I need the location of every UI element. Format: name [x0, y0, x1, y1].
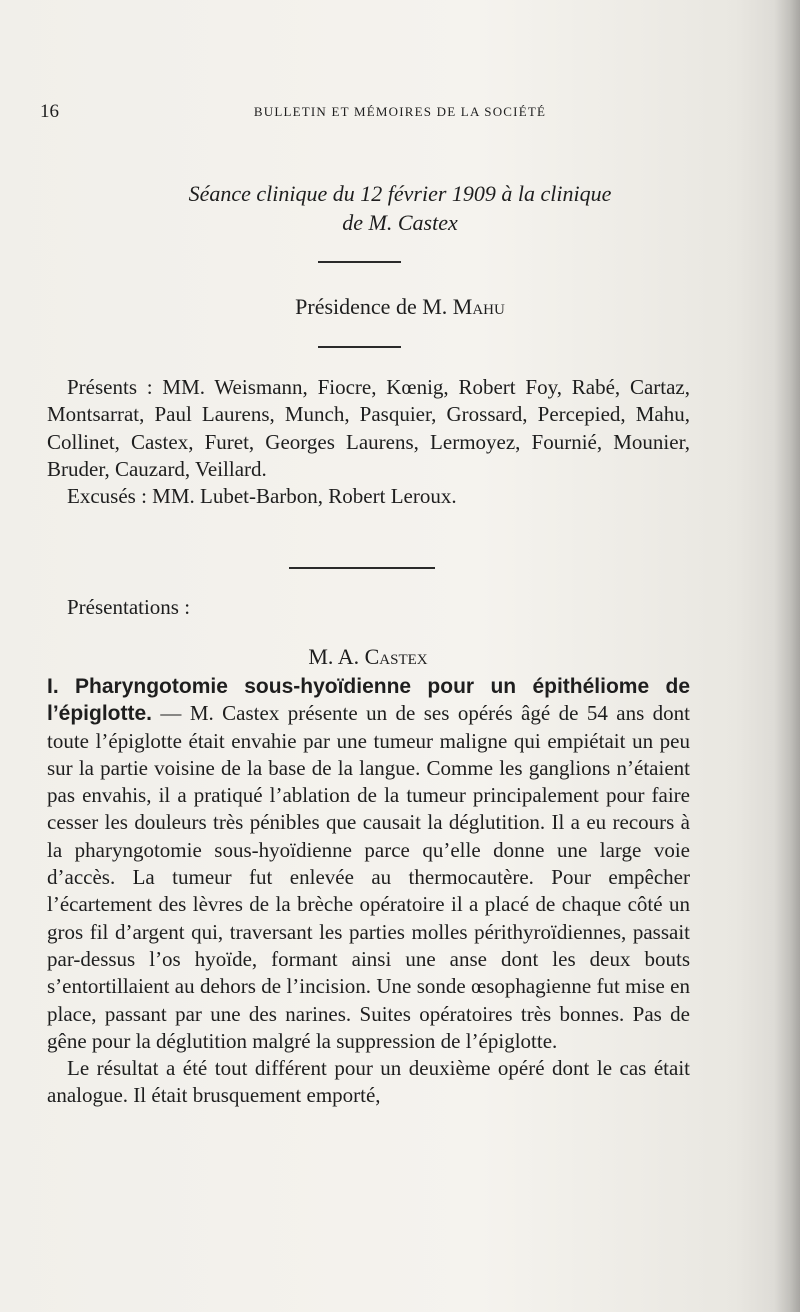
presentations-label: Présentations : — [67, 595, 191, 619]
running-head: BULLETIN ET MÉMOIRES DE LA SOCIÉTÉ — [253, 104, 547, 119]
presidency-prefix: Présidence de M. — [295, 294, 453, 319]
continuation-paragraph: Le résultat a été tout différent pour un deuxième opéré dont le cas était analogue. Il était brusquement emporté, — [47, 1056, 690, 1108]
presenter-name: Castex — [364, 644, 428, 669]
attendance-block — [47, 374, 690, 510]
presidency-line — [40, 294, 760, 320]
page-header — [0, 101, 800, 125]
presenter-prefix: M. A. — [308, 644, 365, 669]
page-number: 16 — [40, 101, 59, 122]
page-gutter-shadow — [774, 0, 800, 1312]
presentation-item — [47, 673, 690, 1110]
presenter-line — [8, 644, 728, 670]
section-rule — [318, 261, 401, 263]
presentations-label-block — [47, 594, 690, 621]
section-rule — [318, 346, 401, 348]
presidency-name: Mahu — [452, 294, 505, 319]
item-paragraph — [47, 673, 690, 1055]
presents-paragraph: Présents : MM. Weismann, Fiocre, Kœnig, Robert Foy, Rabé, Cartaz, Montsarrat, Paul Laurens, Munch, Pasquier, Grossard, Percepied, Mahu, Collinet, Castex, Furet, Georges Laurens, Lermoyez, Fournié, Mounier, Bruder, Cauzard, Veillard. — [47, 375, 690, 481]
item-body: — M. Castex présente un de ses opérés âgé de 54 ans dont toute l’épiglotte était envahie par une tumeur maligne qui empiétait un peu sur la partie voisine de la base de la langue. Comme les ganglions n’étaient pas envahis, il a pratiqué l’ablation de la tumeur principalement pour faire cesser les douleurs très pénibles que causait la déglutition. Il a eu recours à la pharyngotomie sous-hyoïdienne parce qu’elle donne une large voie d’accès. La tumeur fut enlevée au thermocautère. Pour empêcher l’écartement des lèvres de la brèche opératoire il a placé de chaque côté un gros fil d’argent qui, traversant les parties molles périthyroïdiennes, passait par-dessus l’os hyoïde, formant ainsi une anse dont les deux bouts s’entortillaient au dehors de l’incision. Une sonde œsophagienne fut mise en place, passant par une des narines. Suites opératoires très bonnes. Pas de gêne pour la déglutition malgré la suppression de l’épiglotte. — [47, 701, 690, 1053]
session-title-line1: Séance clinique du 12 février 1909 à la clinique — [188, 181, 612, 206]
item-title: I. Pharyngotomie sous-hyoïdienne pour un épithéliome de l’épiglotte. — [47, 675, 690, 726]
section-rule — [289, 567, 435, 569]
session-title-line2: de M. Castex — [342, 210, 458, 235]
excuses-paragraph: Excusés : MM. Lubet-Barbon, Robert Leroux. — [67, 484, 457, 509]
